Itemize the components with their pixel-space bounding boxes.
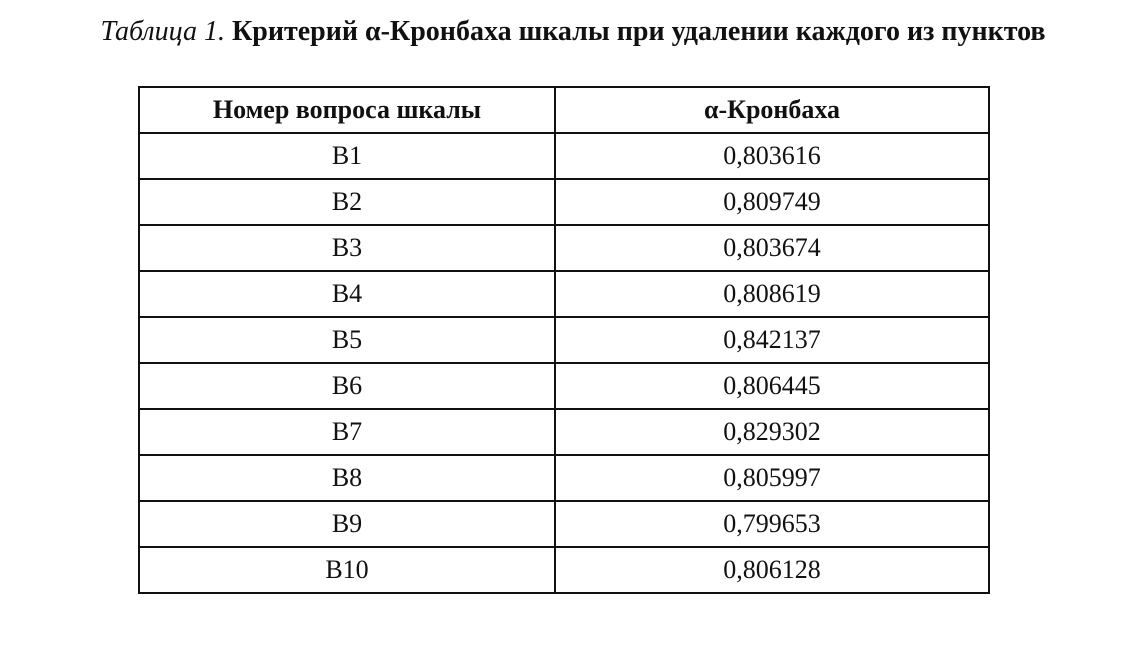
cronbach-alpha-table	[138, 86, 990, 594]
alpha-value-cell: 0,805997	[555, 455, 989, 501]
table-row	[139, 501, 989, 547]
alpha-value-cell: 0,806445	[555, 363, 989, 409]
question-number-cell: В4	[139, 271, 555, 317]
question-number-cell: В7	[139, 409, 555, 455]
alpha-value-cell: 0,803616	[555, 133, 989, 179]
table-caption-label: Таблица 1.	[100, 16, 225, 47]
table-row	[139, 225, 989, 271]
question-number-cell: В1	[139, 133, 555, 179]
table-row	[139, 455, 989, 501]
alpha-value-cell: 0,808619	[555, 271, 989, 317]
question-number-cell: В10	[139, 547, 555, 593]
table-row	[139, 363, 989, 409]
alpha-value-cell: 0,806128	[555, 547, 989, 593]
table-row	[139, 317, 989, 363]
alpha-value-cell: 0,809749	[555, 179, 989, 225]
question-number-cell: В2	[139, 179, 555, 225]
table-row	[139, 547, 989, 593]
table-caption-title: Критерий α-Кронбаха шкалы при удалении каждого из пунктов	[231, 16, 1046, 47]
question-number-cell: В8	[139, 455, 555, 501]
table-row	[139, 271, 989, 317]
table-caption	[0, 14, 1146, 50]
column-header-question-number: Номер вопроса шкалы	[139, 87, 555, 133]
question-number-cell: В5	[139, 317, 555, 363]
alpha-value-cell: 0,803674	[555, 225, 989, 271]
table-row	[139, 133, 989, 179]
table-header-row	[139, 87, 989, 133]
alpha-value-cell: 0,842137	[555, 317, 989, 363]
question-number-cell: В6	[139, 363, 555, 409]
table-row	[139, 179, 989, 225]
table-row	[139, 409, 989, 455]
column-header-cronbach-alpha: α-Кронбаха	[555, 87, 989, 133]
question-number-cell: В9	[139, 501, 555, 547]
alpha-value-cell: 0,829302	[555, 409, 989, 455]
alpha-value-cell: 0,799653	[555, 501, 989, 547]
question-number-cell: В3	[139, 225, 555, 271]
